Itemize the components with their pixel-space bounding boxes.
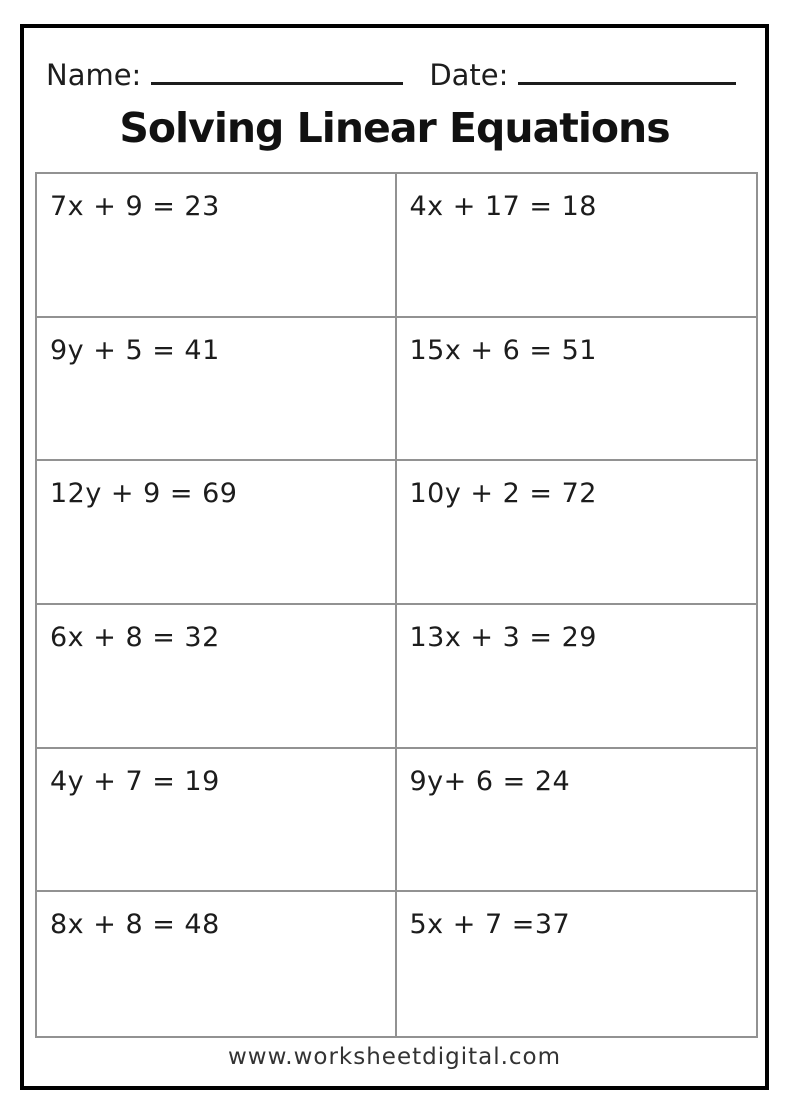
problem-cell: 9y + 5 = 41 [37,318,397,462]
date-label: Date: [429,58,509,92]
problem-cell: 4y + 7 = 19 [37,749,397,893]
problem-cell: 13x + 3 = 29 [397,605,757,749]
problem-cell: 7x + 9 = 23 [37,174,397,318]
problem-cell: 15x + 6 = 51 [397,318,757,462]
name-label: Name: [46,58,142,92]
problem-cell: 5x + 7 =37 [409,909,571,941]
worksheet-title: Solving Linear Equations [119,104,670,152]
problem-cell: 4x + 17 = 18 [397,174,757,318]
problem-cell: 12y + 9 = 69 [37,461,397,605]
problem-cell: 9y+ 6 = 24 [397,749,757,893]
sheet-border [20,24,769,1090]
problem-cell: 10y + 2 = 72 [397,461,757,605]
header-row [46,56,745,92]
problem-cell: 8x + 8 = 48 [37,892,397,1036]
footer-url: www.worksheetdigital.com [227,1044,562,1070]
date-write-line [518,56,736,85]
name-write-line [151,56,403,85]
problems-grid [35,172,758,1038]
problem-cell: 6x + 8 = 32 [37,605,397,749]
